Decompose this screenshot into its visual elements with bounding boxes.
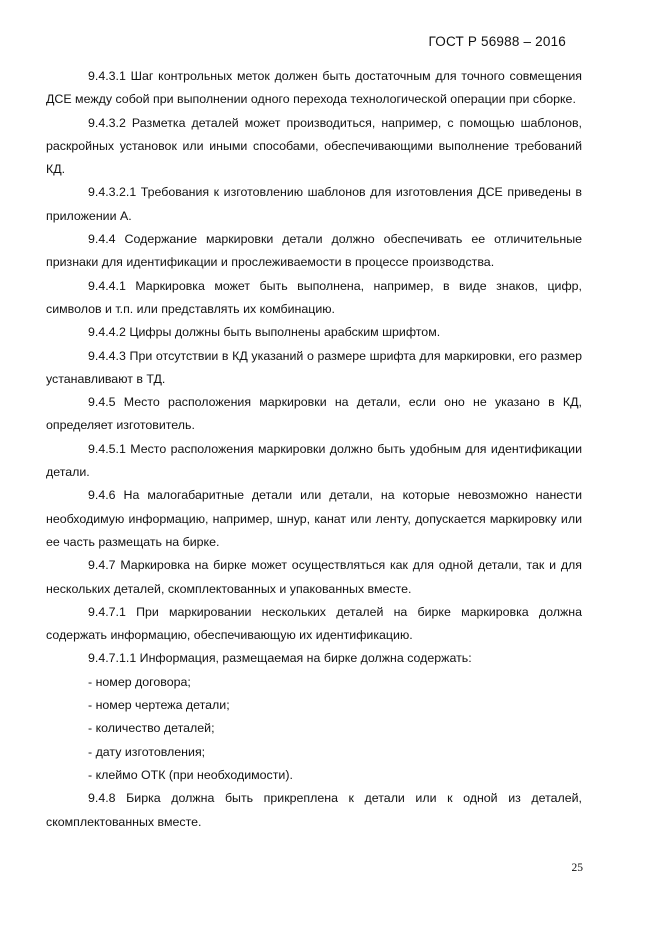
paragraph-9-4-3-1: 9.4.3.1 Шаг контрольных меток должен быть достаточным для точного совмещения ДСЕ между собой при выполнении одного перехода технологической операции при сборке.: [46, 69, 582, 107]
paragraph-9-4-7: 9.4.7 Маркировка на бирке может осуществляться как для одной детали, так и для нескольких деталей, скомплектованных и упакованных вместе.: [46, 558, 582, 596]
list-item: - количество деталей;: [88, 721, 215, 736]
document-body: [46, 65, 582, 834]
paragraph-9-4-4: 9.4.4 Содержание маркировки детали должно обеспечивать ее отличительные признаки для идентификации и прослеживаемости в процессе производства.: [46, 232, 582, 270]
paragraph-9-4-8: 9.4.8 Бирка должна быть прикреплена к детали или к одной из деталей, скомплектованных вместе.: [46, 791, 582, 829]
paragraph-9-4-4-3: 9.4.4.3 При отсутствии в КД указаний о размере шрифта для маркировки, его размер устанавливают в ТД.: [46, 348, 582, 386]
list-item: - дату изготовления;: [88, 744, 206, 759]
list-item: - клеймо ОТК (при необходимости).: [88, 767, 293, 782]
paragraph-9-4-5: 9.4.5 Место расположения маркировки на детали, если оно не указано в КД, определяет изготовитель.: [46, 395, 582, 433]
paragraph-9-4-7-1: 9.4.7.1 При маркировании нескольких деталей на бирке маркировка должна содержать информацию, обеспечивающую их идентификацию.: [46, 604, 582, 643]
document-header: [429, 34, 567, 49]
paragraph-9-4-3-2-1: 9.4.3.2.1 Требования к изготовлению шаблонов для изготовления ДСЕ приведены в приложении А.: [46, 185, 582, 223]
list-item: - номер договора;: [88, 674, 191, 689]
paragraph-9-4-7-1-1: 9.4.7.1.1 Информация, размещаемая на бирке должна содержать:: [88, 651, 472, 666]
paragraph-9-4-4-1: 9.4.4.1 Маркировка может быть выполнена, например, в виде знаков, цифр, символов и т.п. или представлять их комбинацию.: [46, 278, 582, 316]
list-item: - номер чертежа детали;: [88, 698, 230, 713]
paragraph-9-4-6: 9.4.6 На малогабаритные детали или детали, на которые невозможно нанести необходимую информацию, например, шнур, канат или ленту, допускается маркировку или ее часть размещать на бирке.: [46, 488, 582, 549]
standard-designation: ГОСТ Р 56988 – 2016: [428, 34, 566, 49]
page-number: 25: [571, 862, 583, 874]
label-contents-list: [46, 671, 582, 787]
paragraph-9-4-3-2: 9.4.3.2 Разметка деталей может производиться, например, с помощью шаблонов, раскройных установок или иными способами, обеспечивающими выполнение требований КД.: [46, 115, 582, 177]
paragraph-9-4-4-2: 9.4.4.2 Цифры должны быть выполнены арабским шрифтом.: [88, 325, 441, 340]
paragraph-9-4-5-1: 9.4.5.1 Место расположения маркировки должно быть удобным для идентификации детали.: [46, 441, 582, 480]
